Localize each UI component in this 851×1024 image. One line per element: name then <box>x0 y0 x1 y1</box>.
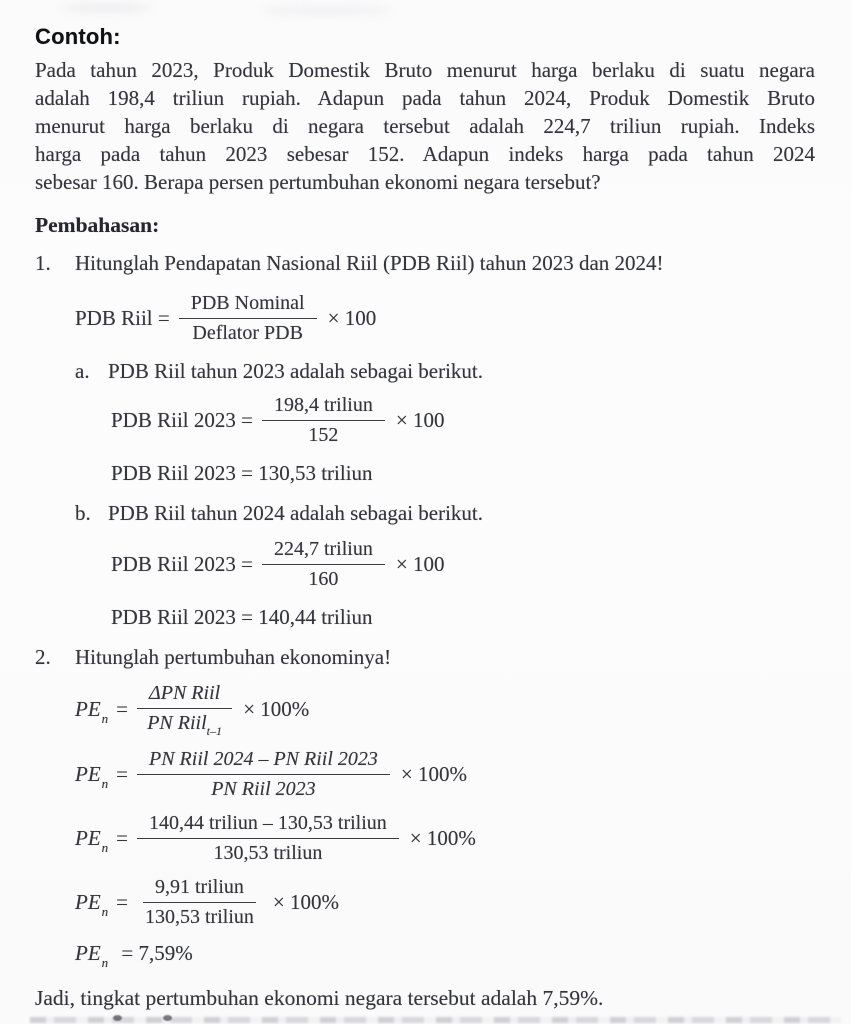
step-number: 1. <box>35 251 51 275</box>
result-pdb-2024: PDB Riil 2023 = 140,44 triliun <box>111 605 373 629</box>
example-heading: Contoh: <box>35 24 121 49</box>
problem-statement <box>35 56 815 196</box>
formula-multiplier: × 100% <box>272 889 339 914</box>
fraction-denominator: 152 <box>308 424 339 446</box>
formula-multiplier: × 100% <box>409 825 476 850</box>
fraction <box>137 746 390 802</box>
fraction-numerator: PDB Nominal <box>179 290 317 319</box>
equals-sign: = <box>116 889 128 914</box>
fraction-denominator: PN Riil 2023 <box>211 778 316 800</box>
fraction-numerator: 140,44 triliun – 130,53 triliun <box>137 810 399 839</box>
fraction <box>262 536 385 592</box>
problem-line: Pada tahun 2023, Produk Domestik Bruto menurut harga berlaku di suatu negara <box>35 58 815 82</box>
equals-sign: = <box>116 761 128 786</box>
equals-sign: = <box>116 825 128 850</box>
result-pdb-2023: PDB Riil 2023 = 130,53 triliun <box>111 461 373 485</box>
problem-line: sebesar 160. Berapa persen pertumbuhan ekonomi negara tersebut? <box>35 170 601 194</box>
formula-pe-simplified <box>75 874 815 930</box>
pe-final-result <box>75 940 815 969</box>
step-2 <box>35 644 815 670</box>
fraction <box>179 290 317 346</box>
formula-multiplier: × 100% <box>400 761 467 786</box>
fraction-denominator: Deflator PDB <box>192 322 303 344</box>
fraction <box>262 392 385 448</box>
final-value: = 7,59% <box>121 941 193 965</box>
formula-lhs: PDB Riil 2023 = <box>111 551 253 576</box>
sub-item-letter: b. <box>75 501 91 525</box>
formula-pe-general <box>75 680 815 738</box>
fraction <box>137 680 232 738</box>
scan-cutoff-text-band <box>30 1017 841 1023</box>
formula-multiplier: × 100 <box>327 305 377 330</box>
step-text: Hitunglah Pendapatan Nasional Riil (PDB Riil) tahun 2023 dan 2024! <box>75 251 664 275</box>
step-number: 2. <box>35 645 51 669</box>
pe-symbol: $PE_n$ <box>75 889 109 919</box>
formula-lhs: PDB Riil = <box>75 305 170 330</box>
formula-pe-expanded <box>75 746 815 802</box>
formula-pdb-2024-calc <box>111 536 815 592</box>
formula-pe-values <box>75 810 815 866</box>
fraction-numerator: ΔPN Riil <box>137 680 232 709</box>
scan-smudge <box>62 2 152 14</box>
scan-smudge <box>262 4 392 17</box>
fraction <box>137 810 399 866</box>
fraction-denominator: 130,53 triliun <box>145 906 254 928</box>
formula-multiplier: × 100 <box>395 407 445 432</box>
fraction-denominator: PN Riil$_{t-1}$ <box>147 712 222 738</box>
formula-pdb-2023-calc <box>111 392 815 448</box>
sub-item-b <box>75 500 815 526</box>
fraction-denominator: 160 <box>308 568 339 590</box>
fraction-numerator: 198,4 triliun <box>262 392 385 421</box>
discussion-heading: Pembahasan: <box>35 213 160 237</box>
fraction-numerator: PN Riil 2024 – PN Riil 2023 <box>137 746 390 775</box>
fraction-denominator: 130,53 triliun <box>213 842 323 864</box>
pe-symbol: $PE_n$ <box>75 761 109 791</box>
fraction-numerator: 9,91 triliun <box>143 874 256 903</box>
conclusion-line: Jadi, tingkat pertumbuhan ekonomi negara tersebut adalah 7,59%. <box>35 986 604 1010</box>
step-text: Hitunglah pertumbuhan ekonominya! <box>75 645 392 669</box>
equals-sign: = <box>116 696 128 721</box>
problem-line: adalah 198,4 triliun rupiah. Adapun pada tahun 2024, Produk Domestik Bruto <box>35 86 815 110</box>
formula-lhs: PDB Riil 2023 = <box>111 407 253 432</box>
formula-multiplier: × 100% <box>243 696 310 721</box>
problem-line: harga pada tahun 2023 sebesar 152. Adapun indeks harga pada tahun 2024 <box>35 142 815 166</box>
sub-item-letter: a. <box>75 359 90 383</box>
pe-symbol: $PE_n$ <box>75 825 109 855</box>
formula-multiplier: × 100 <box>395 551 445 576</box>
step-1 <box>35 250 815 276</box>
sub-item-a <box>75 358 815 384</box>
sub-item-text: PDB Riil tahun 2023 adalah sebagai berikut. <box>108 359 484 383</box>
sub-item-text: PDB Riil tahun 2024 adalah sebagai berikut. <box>108 501 484 525</box>
scan-artifact-dot <box>113 1015 122 1021</box>
pe-symbol: $PE_n$ <box>75 696 109 726</box>
pe-symbol: $PE_n$ <box>75 941 109 970</box>
scan-artifact-dot <box>163 1015 172 1021</box>
problem-line: menurut harga berlaku di negara tersebut adalah 224,7 triliun rupiah. Indeks <box>35 114 815 138</box>
fraction <box>137 874 262 930</box>
formula-pdb-riil-definition <box>75 290 815 346</box>
fraction-numerator: 224,7 triliun <box>262 536 385 565</box>
